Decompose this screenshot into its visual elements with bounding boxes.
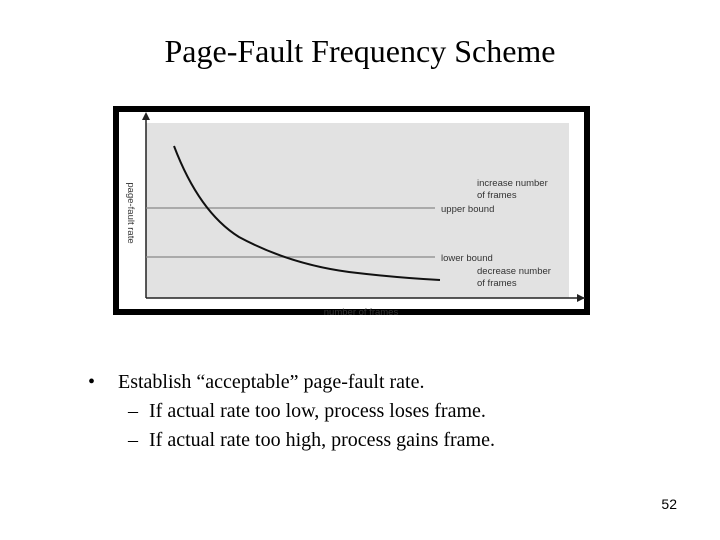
y-axis-label: page-fault rate bbox=[125, 182, 136, 244]
page-fault-diagram bbox=[119, 112, 584, 318]
sub-bullet-item bbox=[88, 399, 495, 424]
lower-region-label-2: of frames bbox=[477, 278, 517, 289]
figure-frame bbox=[113, 106, 590, 318]
sub-bullet-item bbox=[88, 428, 495, 453]
upper-region-label-1: increase number bbox=[477, 178, 548, 189]
lower-bound-label: lower bound bbox=[441, 253, 493, 264]
x-axis-label: number of frames bbox=[323, 307, 399, 318]
sub-bullet-dash: – bbox=[128, 429, 138, 451]
figure-panel bbox=[119, 112, 584, 318]
sub-bullet-text: If actual rate too low, process loses frame. bbox=[149, 400, 486, 422]
bullet-dot: • bbox=[88, 371, 96, 393]
x-axis-arrow bbox=[577, 294, 585, 302]
lower-region-label-1: decrease number bbox=[477, 266, 551, 277]
page-number: 52 bbox=[661, 496, 677, 512]
bullet-list bbox=[88, 370, 495, 453]
sub-bullet-text: If actual rate too high, process gains frame. bbox=[149, 429, 495, 451]
slide-title: Page-Fault Frequency Scheme bbox=[164, 33, 556, 69]
upper-bound-label: upper bound bbox=[441, 204, 495, 215]
upper-region-label-2: of frames bbox=[477, 190, 517, 201]
sub-bullet-dash: – bbox=[128, 400, 138, 422]
bullet-text: Establish “acceptable” page-fault rate. bbox=[118, 371, 425, 393]
bullet-item bbox=[88, 370, 495, 395]
y-axis-arrow bbox=[142, 112, 150, 120]
